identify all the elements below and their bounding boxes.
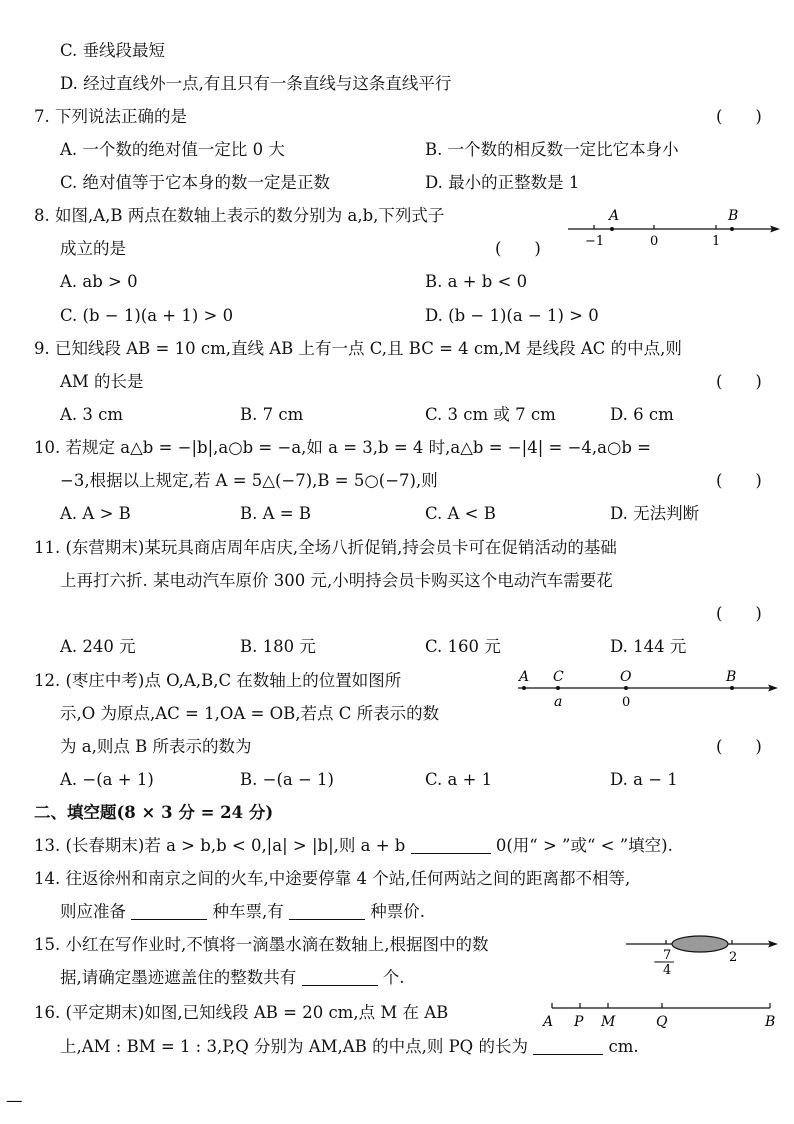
q7-stem: 7. 下列说法正确的是 [34,107,187,126]
q10-option-a: A. A > B [60,504,131,523]
q12-stem-line1: 12. (枣庄中考)点 O,A,B,C 在数轴上的位置如图所 [34,671,402,690]
q16-segment-figure [540,998,780,1032]
q16-stem-line2 [60,1036,639,1058]
q16-point-b-label: B [765,1014,776,1030]
q16-point-p-label: P [574,1014,584,1030]
q14-ticket-blank[interactable] [131,903,207,920]
q11-option-b: B. 180 元 [240,637,316,656]
q13-text-after: 0(用“ > ”或“ < ”填空). [495,836,673,855]
q10-stem-line2: −3,根据以上规定,若 A = 5△(−7),B = 5○(−7),则 [60,471,438,490]
q13-stem [34,835,673,857]
q9-option-b: B. 7 cm [240,405,304,424]
q16-point-a-label: A [543,1014,554,1030]
q12-stem-line3: 为 a,则点 B 所表示的数为 [60,737,252,756]
q8-point-b-label: B [728,208,739,224]
q12-point-a-label: A [519,669,530,685]
q12-label-a: a [554,694,563,710]
q9-answer-paren: ( ) [716,372,762,391]
q15-answer-blank[interactable] [302,969,378,986]
q9-stem-line1: 9. 已知线段 AB = 10 cm,直线 AB 上有一点 C,且 BC = 4 cm,M 是线段 AC 的中点,则 [34,339,682,358]
q8-stem-line2: 成立的是 [60,239,126,258]
q8-answer-paren: ( ) [495,239,541,258]
q6-option-c: C. 垂线段最短 [60,41,166,60]
q13-text-before: 13. (长春期末)若 a > b,b < 0,|a| > |b|,则 a + b [34,836,406,855]
q8-tick-1: 1 [712,234,721,249]
q14-stem-line2 [60,901,425,923]
q14-text-middle: 种车票,有 [212,902,284,921]
q11-option-a: A. 240 元 [60,637,136,656]
q11-stem-line1: 11. (东营期末)某玩具商店周年店庆,全场八折促销,持会员卡可在促销活动的基础 [34,538,617,557]
q7-option-c: C. 绝对值等于它本身的数一定是正数 [60,173,331,192]
q15-ink-number-line-figure [622,928,787,978]
q12-label-0: 0 [622,695,631,710]
q12-option-c: C. a + 1 [425,770,493,789]
q10-option-c: C. A < B [425,504,496,523]
q12-stem-line2: 示,O 为原点,AC = 1,OA = OB,若点 C 所表示的数 [60,704,440,723]
ink-blot [672,936,728,952]
q9-option-a: A. 3 cm [60,405,124,424]
q11-option-c: C. 160 元 [425,637,501,656]
q7-option-d: D. 最小的正整数是 1 [425,173,580,192]
q15-text-after: 个. [382,968,405,987]
q15-text-before: 据,请确定墨迹遮盖住的整数共有 [60,968,297,987]
q10-option-d: D. 无法判断 [610,504,700,523]
q14-text-after: 种票价. [370,902,425,921]
q16-stem-line1: 16. (平定期末)如图,已知线段 AB = 20 cm,点 M 在 AB [34,1003,449,1022]
q12-answer-paren: ( ) [716,737,762,756]
q15-fraction-numerator: 7 [663,948,672,963]
q15-fraction-denominator: 4 [663,963,672,978]
footer-mark: — [6,1091,23,1110]
q14-text-before: 则应准备 [60,902,126,921]
q12-option-a: A. −(a + 1) [60,770,154,789]
q15-stem-line1: 15. 小红在写作业时,不慎将一滴墨水滴在数轴上,根据图中的数 [34,935,489,954]
q8-option-c: C. (b − 1)(a + 1) > 0 [60,306,234,325]
q8-option-b: B. a + b < 0 [425,272,528,291]
q8-stem-line1: 8. 如图,A,B 两点在数轴上表示的数分别为 a,b,下列式子 [34,206,445,225]
q8-tick-0: 0 [650,234,659,249]
q6-option-d: D. 经过直线外一点,有且只有一条直线与这条直线平行 [60,74,452,93]
q11-option-d: D. 144 元 [610,637,687,656]
q7-option-b: B. 一个数的相反数一定比它本身小 [425,140,679,159]
q15-fraction-sign: − [653,955,664,970]
q12-point-o-label: O [620,669,632,685]
q12-option-d: D. a − 1 [610,770,678,789]
q12-option-b: B. −(a − 1) [240,770,334,789]
q7-option-a: A. 一个数的绝对值一定比 0 大 [60,140,285,159]
q10-option-b: B. A = B [240,504,311,523]
q15-stem-line2 [60,967,405,989]
q13-answer-blank[interactable] [411,837,491,854]
q10-answer-paren: ( ) [716,471,762,490]
q9-stem-line2: AM 的长是 [60,372,144,391]
q7-answer-paren: ( ) [716,107,762,126]
q8-option-d: D. (b − 1)(a − 1) > 0 [425,306,599,325]
q12-point-c-label: C [553,669,564,685]
q8-number-line-figure [560,205,785,250]
q16-text-after: cm. [608,1037,639,1056]
q8-option-a: A. ab > 0 [60,272,138,291]
q14-fare-blank[interactable] [289,903,365,920]
q12-number-line-figure [510,666,785,711]
q9-option-d: D. 6 cm [610,405,674,424]
q14-stem-line1: 14. 往返徐州和南京之间的火车,中途要停靠 4 个站,任何两站之间的距离都不相等, [34,869,631,888]
q12-point-b-label: B [726,669,737,685]
q16-text-before: 上,AM : BM = 1 : 3,P,Q 分别为 AM,AB 的中点,则 PQ 的长为 [60,1037,528,1056]
q15-tick-2: 2 [729,950,738,965]
q11-stem-line2: 上再打六折. 某电动汽车原价 300 元,小明持会员卡购买这个电动汽车需要花 [60,571,613,590]
q8-tick-neg1: −1 [585,234,605,249]
q16-answer-blank[interactable] [533,1038,603,1055]
q8-point-a-label: A [609,208,620,224]
q9-option-c: C. 3 cm 或 7 cm [425,405,556,424]
q10-stem-line1: 10. 若规定 a△b = −|b|,a○b = −a,如 a = 3,b = 4 时,a△b = −|4| = −4,a○b = [34,438,652,457]
q11-answer-paren: ( ) [716,604,762,623]
q16-point-q-label: Q [656,1014,668,1030]
section-fill-in-heading: 二、填空题(8 × 3 分 = 24 分) [34,803,274,822]
q16-point-m-label: M [601,1014,616,1030]
